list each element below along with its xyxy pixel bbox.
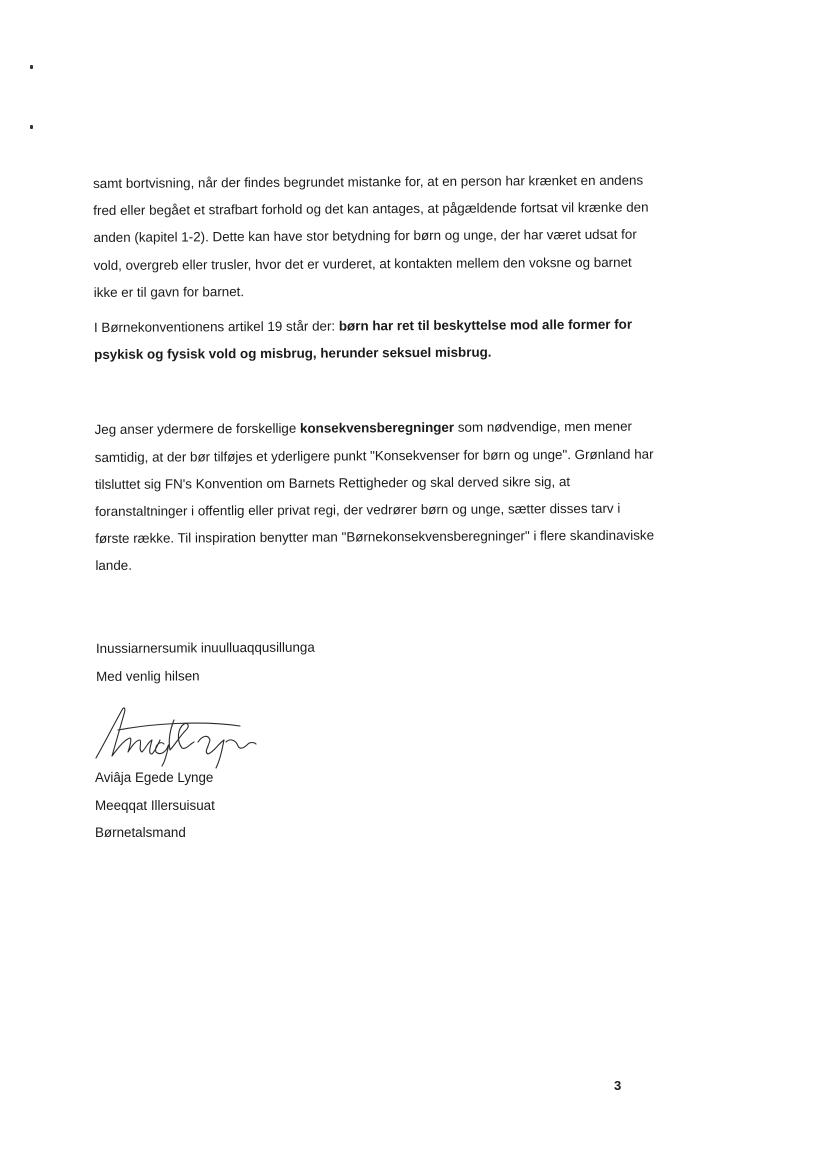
signer-name: Aviâja Egede Lynge xyxy=(95,770,214,785)
paragraph-lead: I Børnekonventionens artikel 19 står der: xyxy=(93,318,339,336)
paragraph-convention-article xyxy=(94,311,654,369)
paragraph-bold-term: konsekvensberegninger xyxy=(299,420,455,437)
paragraph-bold-quote: børn har ret til beskyttelse mod alle former for psykisk og fysisk vold og misbrug, herunder seksuel misbrug. xyxy=(94,316,633,363)
letter-body xyxy=(93,167,656,691)
handwritten-signature xyxy=(90,700,260,770)
paragraph-lead: Jeg anser ydermere de forskellige xyxy=(94,421,301,438)
paragraph-consequence-assessments xyxy=(95,413,656,580)
signer-block xyxy=(95,764,215,847)
page-number: 3 xyxy=(614,1078,622,1093)
signer-title-danish: Børnetalsmand xyxy=(95,825,186,840)
paragraph-rest: som nødvendige, men mener samtidig, at der bør tilføjes et yderligere punkt "Konsekvenser for børn og unge". Grønland har tilsluttet sig FN's Konvention om Barnets Rettigheder og skal derved sikre sig, at foranstaltninger i offentlig eller privat regi, der vedrører børn og unge, sætter disses tarv i første række. Til inspiration benytter man "Børnekonsekvensberegninger" i flere skandinaviske lande. xyxy=(94,419,655,574)
paragraph-text: samt bortvisning, når der findes begrundet mistanke for, at en person har krænket en andens fred eller begået et strafbart forhold og det kan antages, at pågældende fortsat vil krænke den anden (kapitel 1-2). Dette kan have stor betydning for børn og unge, der har været udsat for vold, overgreb eller trusler, hvor det er vurderet, at kontakten mellem den voksne og barnet ikke er til gavn for barnet. xyxy=(93,172,649,300)
closing-greenlandic: Inussiarnersumik inuulluaqqusillunga xyxy=(95,639,315,656)
paragraph-restraining-order xyxy=(93,167,654,306)
closing-danish: Med venlig hilsen xyxy=(96,667,200,684)
signer-title-greenlandic: Meeqqat Illersuisuat xyxy=(95,797,215,813)
scan-artifact-dot xyxy=(30,65,33,69)
scan-artifact-dot xyxy=(30,125,33,129)
